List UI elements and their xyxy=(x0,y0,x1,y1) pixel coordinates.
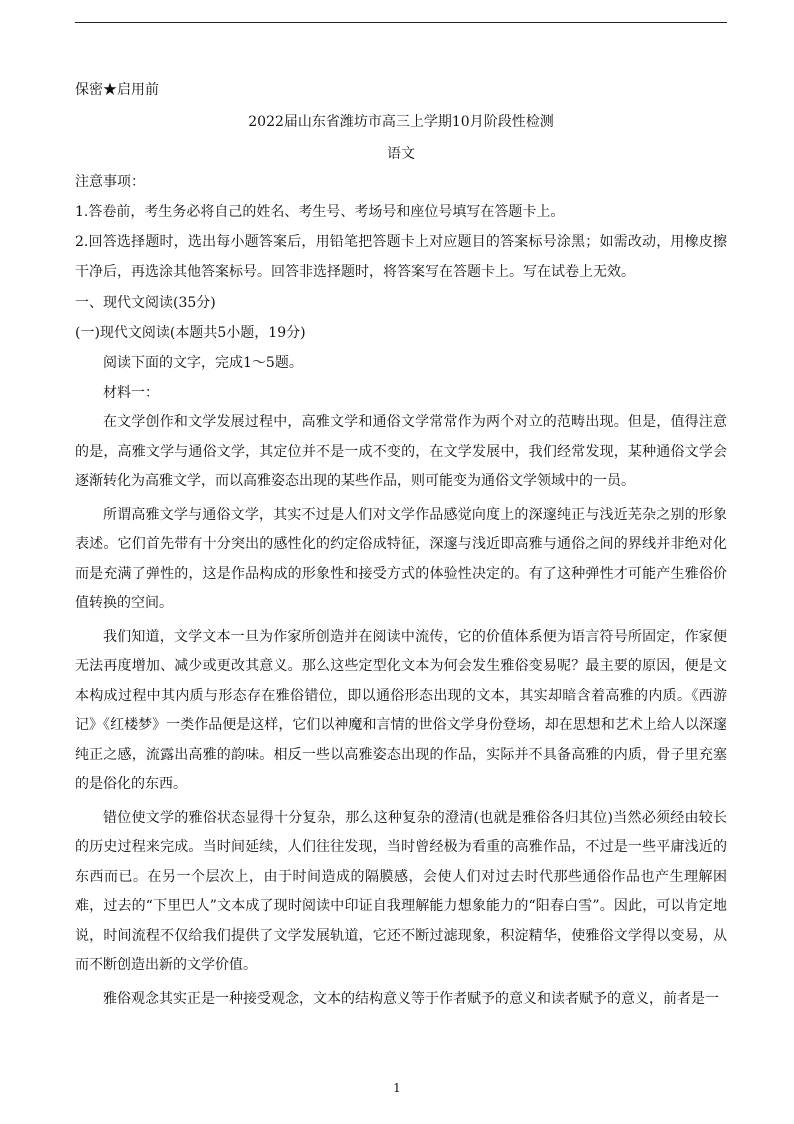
notes-heading: 注意事项： xyxy=(75,174,145,190)
header-rule xyxy=(75,22,727,23)
material-label: 材料一： xyxy=(103,385,159,401)
subsection-heading: (一)现代文阅读(本题共5小题，19分) xyxy=(75,325,306,341)
notes-item-1: 1.答卷前，考生务必将自己的姓名、考生号、考场号和座位号填写在答题卡上。 xyxy=(75,204,565,220)
page-number: 1 xyxy=(393,1081,401,1095)
reading-instruction: 阅读下面的文字，完成1～5题。 xyxy=(103,355,303,371)
paragraph-4: 错位使文学的雅俗状态显得十分复杂，那么这种复杂的澄清(也就是雅俗各归其位)当然必须经由较长的历史过程来完成。当时间延续，人们往往发现，当时曾经极为看重的高雅作品，不过是一些平庸浅近的东西而已。在另一个层次上，由于时间造成的隔膜感，会使人们对过去时代那些通俗作品也产生理解困难，过去的“下里巴人”文本成了现时阅读中印证自我理解能力想象能力的“阳春白雪”。因此，可以肯定地说，时间流程不仅给我们提供了文学发展轨道，它还不断过滤现象，积淀精华，使雅俗文学得以变易，从而不断创造出新的文学价值。 xyxy=(75,809,727,973)
notes-item-2: 2.回答选择题时，选出每小题答案后，用铅笔把答题卡上对应题目的答案标号涂黑；如需改动，用橡皮擦干净后，再选涂其他答案标号。回答非选择题时，将答案写在答题卡上。写在试卷上无效。 xyxy=(75,234,727,280)
paragraph-1: 在文学创作和文学发展过程中，高雅文学和通俗文学常常作为两个对立的范畴出现。但是，值得注意的是，高雅文学与通俗文学，其定位并不是一成不变的，在文学发展中，我们经常发现，某种通俗文学会逐渐转化为高雅文学，而以高雅姿态出现的某些作品，则可能变为通俗文学领域中的一员。 xyxy=(75,414,727,489)
subject-title: 语文 xyxy=(387,146,415,162)
secrecy-label: 保密★启用前 xyxy=(75,82,159,98)
section-heading: 一、现代文阅读(35分) xyxy=(75,295,216,311)
exam-page xyxy=(75,78,727,1014)
paragraph-5: 雅俗观念其实正是一种接受观念，文本的结构意义等于作者赋予的意义和读者赋予的意义，前者是一 xyxy=(103,990,719,1007)
paragraph-2: 所谓高雅文学与通俗文学，其实不过是人们对文学作品感觉向度上的深邃纯正与浅近芜杂之别的形象表述。它们首先带有十分突出的感性化的约定俗成特征，深邃与浅近即高雅与通俗之间的界线并非绝对化而是充满了弹性的，这是作品构成的形象性和接受方式的体验性决定的。有了这种弹性才可能产生雅俗价值转换的空间。 xyxy=(75,506,727,611)
exam-title: 2022届山东省潍坊市高三上学期10月阶段性检测 xyxy=(248,114,554,130)
paragraph-3: 我们知道，文学文本一旦为作家所创造并在阅读中流传，它的价值体系便为语言符号所固定，作家便无法再度增加、减少或更改其意义。那么这些定型化文本为何会发生雅俗变易呢？最主要的原因，便是文本构成过程中其内质与形态存在雅俗错位，即以通俗形态出现的文本，其实却暗含着高雅的内质。《西游记》《红楼梦》一类作品便是这样，它们以神魔和言情的世俗文学身份登场，却在思想和艺术上给人以深邃纯正之感，流露出高雅的韵味。相反一些以高雅姿态出现的作品，实际并不具备高雅的内质，骨子里充塞的是俗化的东西。 xyxy=(75,628,727,792)
